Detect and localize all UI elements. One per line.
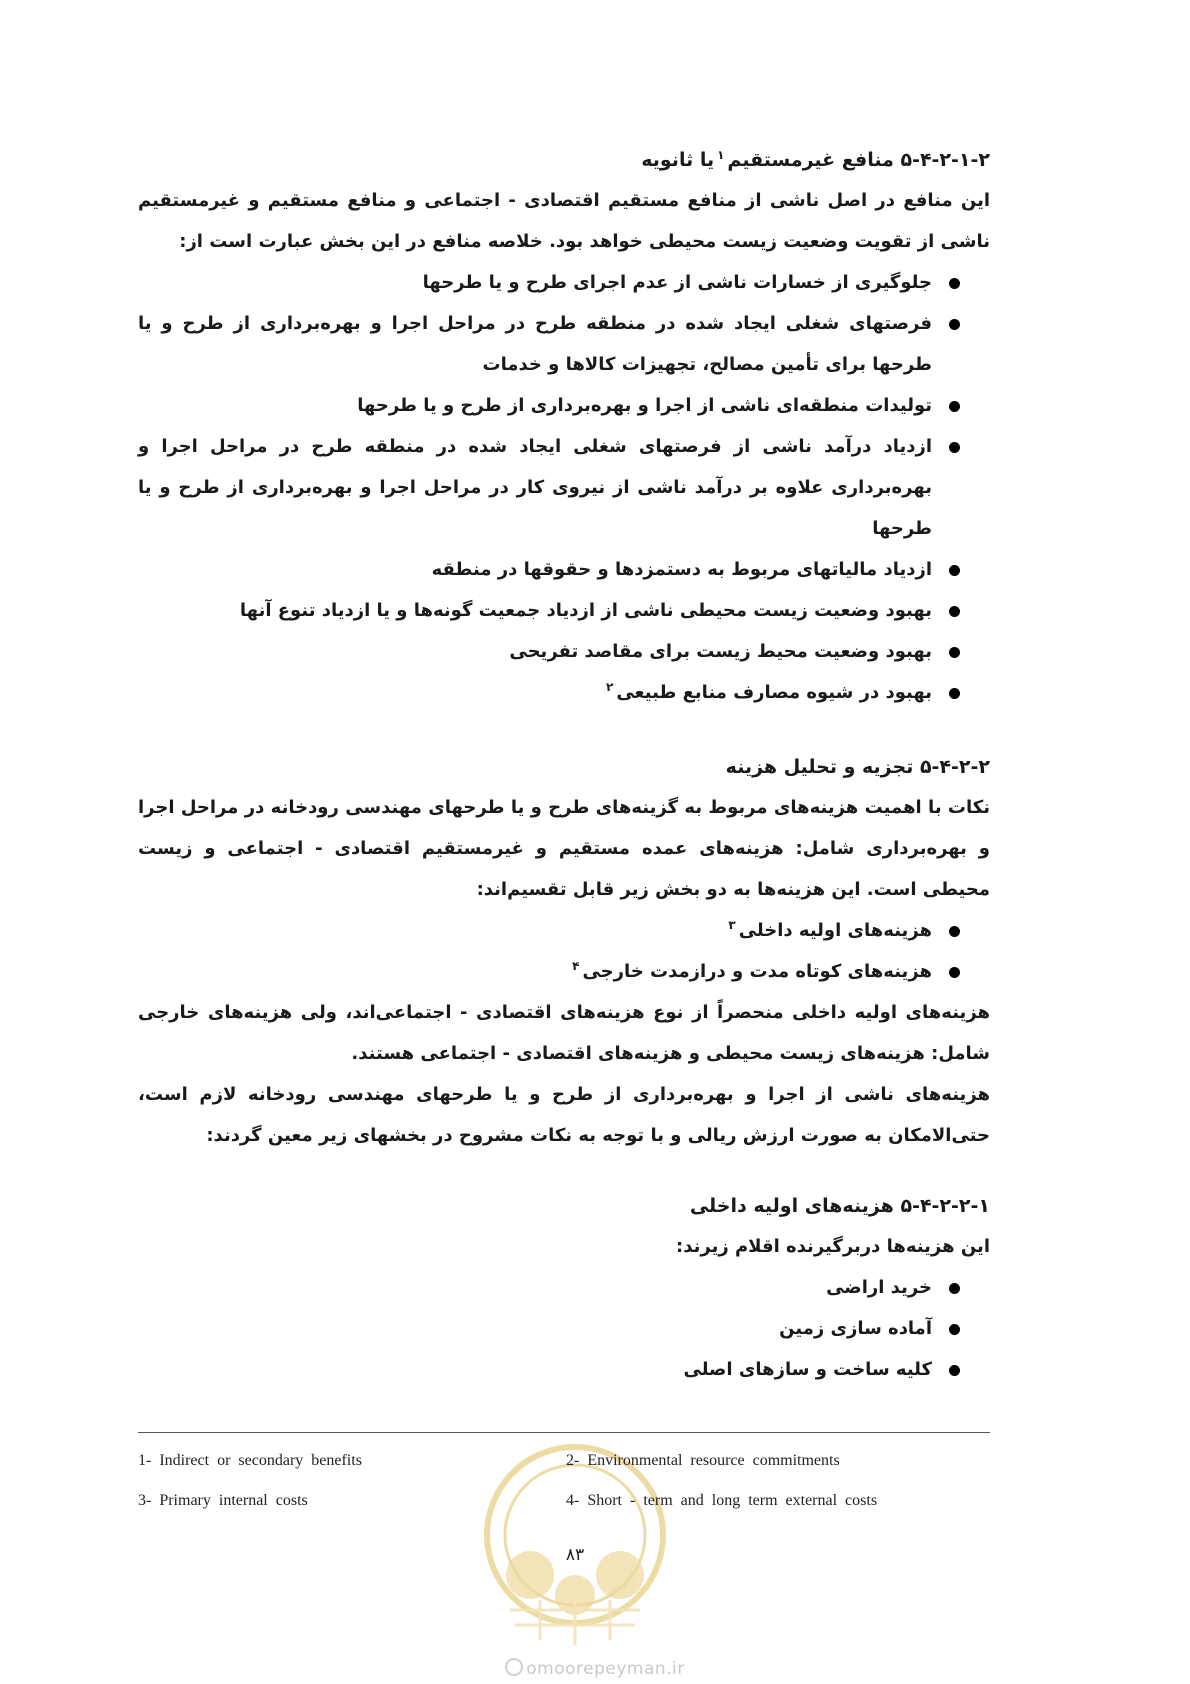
bullet-icon — [949, 319, 960, 330]
list-item: آماده سازی زمین — [138, 1308, 990, 1349]
footnote-ref-1: ۱ — [717, 147, 725, 162]
section-intro: نکات با اهمیت هزینه‌های مربوط به گزینه‌های طرح و یا طرحهای مهندسی رودخانه در مراحل اجرا و بهره‌برداری شامل: هزینه‌های عمده مستقیم و غیرمستقیم اقتصادی - اجتماعی و زیست محیطی است. این هزینه‌ها به دو بخش زیر قابل تقسیم‌اند: — [138, 797, 990, 900]
paragraph: هزینه‌های اولیه داخلی منحصراً از نوع هزینه‌های اقتصادی - اجتماعی‌اند، ولی هزینه‌های خارجی شامل: هزینه‌های زیست محیطی و هزینه‌های اقتصادی - اجتماعی هستند. — [138, 1002, 990, 1064]
globe-icon — [505, 1658, 523, 1676]
bullet-icon — [949, 565, 960, 576]
footnote-ref-2: ۲ — [606, 680, 614, 694]
list-item: فرصتهای شغلی ایجاد شده در منطقه طرح در مراحل اجرا و بهره‌برداری از طرح و یا طرحها برای تأمین مصالح، تجهیزات کالاها و خدمات — [138, 303, 990, 385]
list-item: ازدیاد درآمد ناشی از فرصتهای شغلی ایجاد شده در منطقه طرح در مراحل اجرا و بهره‌برداری علاوه بر درآمد ناشی از نیروی کار در مراحل اجرا و بهره‌برداری از طرح و یا طرحها — [138, 426, 990, 549]
footnote-divider — [138, 1432, 990, 1433]
footnote-3: 3- Primary internal costs — [138, 1492, 308, 1509]
section-heading-cost-analysis: ۵-۴-۲-۲ تجزیه و تحلیل هزینه — [725, 756, 990, 778]
bullet-icon — [949, 401, 960, 412]
page-content — [138, 140, 990, 1390]
list-item: هزینه‌های اولیه داخلی$^۳$ — [138, 910, 990, 951]
watermark-site: omoorepeyman.ir — [490, 1658, 700, 1680]
bullet-icon — [949, 926, 960, 937]
list-item: کلیه ساخت و سازهای اصلی — [138, 1349, 990, 1390]
list-item: ازدیاد مالیاتهای مربوط به دستمزدها و حقوقها در منطقه — [138, 549, 990, 590]
footnote-2: 2- Environmental resource commitments — [566, 1452, 840, 1469]
list-item: خرید اراضی — [138, 1267, 990, 1308]
bullet-icon — [949, 647, 960, 658]
section-intro: این هزینه‌ها دربرگیرنده اقلام زیرند: — [676, 1236, 990, 1257]
footnote-ref-3: ۳ — [728, 918, 736, 932]
bullet-icon — [949, 1324, 960, 1335]
paragraph: هزینه‌های ناشی از اجرا و بهره‌برداری از طرح و یا طرحهای مهندسی رودخانه لازم است، حتی‌الامکان به صورت ارزش ریالی و با توجه به نکات مشروح در بخشهای زیر معین گردند: — [138, 1084, 990, 1146]
list-item: جلوگیری از خسارات ناشی از عدم اجرای طرح و یا طرحها — [138, 262, 990, 303]
list-item: بهبود وضعیت زیست محیطی ناشی از ازدیاد جمعیت گونه‌ها و یا ازدیاد تنوع آنها — [138, 590, 990, 631]
list-item: تولیدات منطقه‌ای ناشی از اجرا و بهره‌برداری از طرح و یا طرحها — [138, 385, 990, 426]
section-heading-indirect-benefits: ۵-۴-۲-۱-۲ منافع غیرمستقیم$^۱$یا ثانویه — [641, 147, 990, 171]
cost-types-list — [138, 910, 990, 992]
bullet-icon — [949, 688, 960, 699]
bullet-icon — [949, 1283, 960, 1294]
benefits-list — [138, 262, 990, 713]
footnote-1: 1- Indirect or secondary benefits — [138, 1452, 362, 1469]
bullet-icon — [949, 278, 960, 289]
list-item: بهبود در شیوه مصارف منابع طبیعی$^۲$ — [138, 672, 990, 713]
bullet-icon — [949, 606, 960, 617]
internal-costs-list — [138, 1267, 990, 1390]
page-number: ۸۳ — [565, 1545, 585, 1565]
list-item: بهبود وضعیت محیط زیست برای مقاصد تفریحی — [138, 631, 990, 672]
footnote-4: 4- Short - term and long term external costs — [566, 1492, 878, 1509]
bullet-icon — [949, 967, 960, 978]
bullet-icon — [949, 1365, 960, 1376]
footnote-ref-4: ۴ — [572, 959, 580, 973]
bullet-icon — [949, 442, 960, 453]
section-intro: این منافع در اصل ناشی از منافع مستقیم اقتصادی - اجتماعی و منافع مستقیم و غیرمستقیم ناشی از تقویت وضعیت زیست محیطی خواهد بود. خلاصه منافع در این بخش عبارت است از: — [138, 190, 990, 252]
section-heading-primary-internal-costs: ۵-۴-۲-۲-۱ هزینه‌های اولیه داخلی — [689, 1195, 990, 1217]
list-item: هزینه‌های کوتاه مدت و درازمدت خارجی$^۴$ — [138, 951, 990, 992]
